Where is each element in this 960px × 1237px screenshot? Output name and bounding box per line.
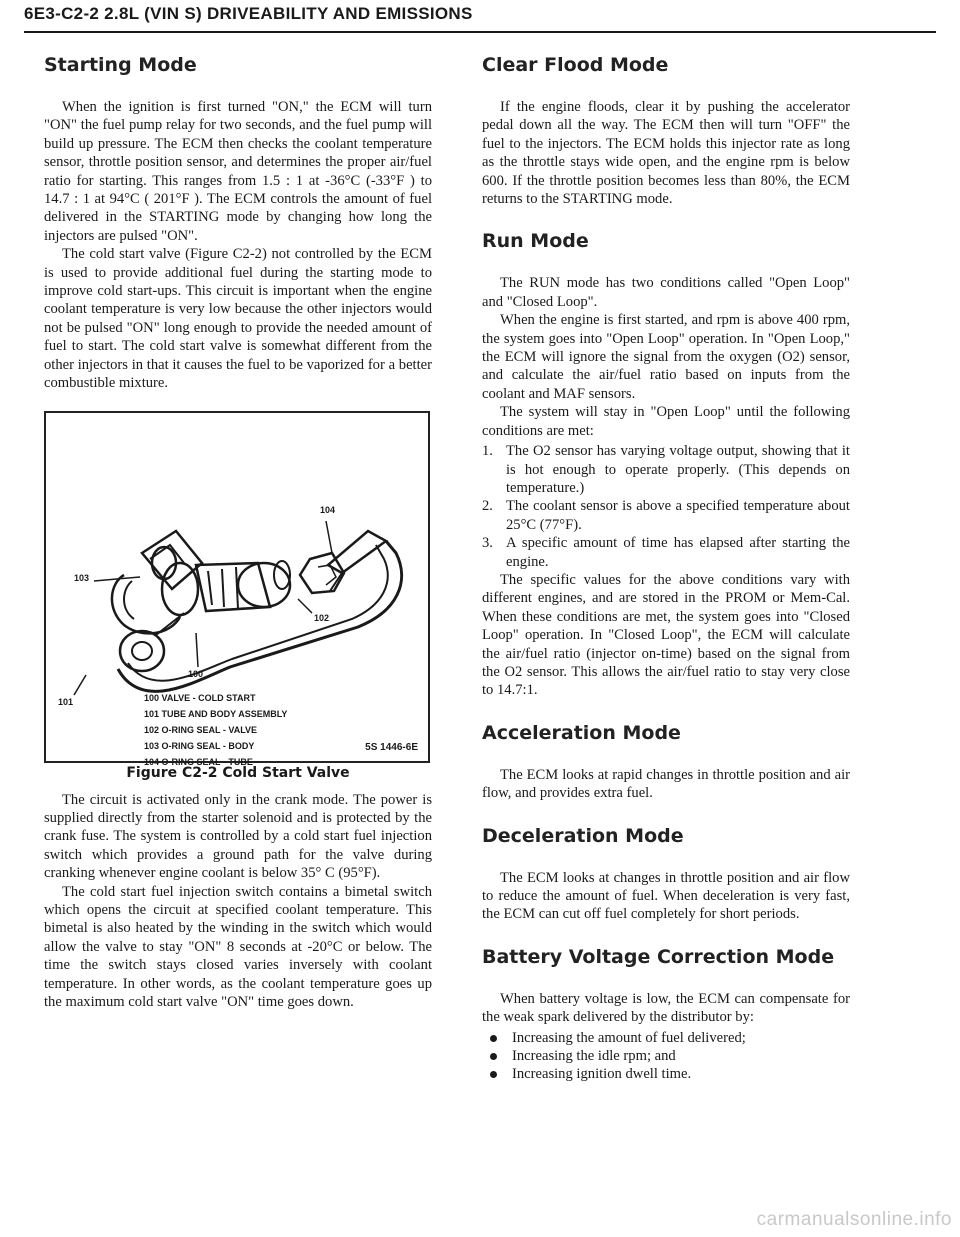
deceleration-paragraph: The ECM looks at changes in throttle position and air flow to reduce the amount of fuel. When deceleration is very fast, the ECM can cut off fuel completely for short periods. [482,869,850,923]
run-paragraph-1: The RUN mode has two conditions called "Open Loop" and "Closed Loop". [482,275,850,310]
legend-item: 103 O-RING SEAL - BODY [144,740,255,751]
battery-paragraph: When battery voltage is low, the ECM can compensate for the weak spark delivered by the distributor by: [482,990,850,1026]
bullet-icon [490,1053,497,1060]
list-item-text: The coolant sensor is above a specified temperature about 25°C (77°F). [506,498,850,533]
starting-paragraph-2: The cold start valve (Figure C2-2) not controlled by the ECM is used to provide additional fuel during the starting mode to improve cold start-ups. This circuit is important when the engine coolant temperature is very low because the other injectors would not be pulsed "ON" long enough to provide the needed amount of fuel to start. The cold start valve is somewhat different from the other injectors in that it causes the fuel to be vaporized for a better combustible mixture. [44,246,432,392]
callout-103: 103 [74,572,90,583]
callout-100: 100 [188,668,204,679]
bullet-icon [490,1035,497,1042]
clear-flood-mode-heading: Clear Flood Mode [482,54,669,76]
callout-104: 104 [320,504,336,515]
page-header-title: 6E3-C2-2 2.8L (VIN S) DRIVEABILITY AND EMISSIONS [24,4,473,23]
callout-101: 101 [58,696,74,707]
list-item [482,1065,850,1083]
legend-item: 104 O-RING SEAL - TUBE [144,756,253,767]
list-item [482,497,850,534]
legend-item: 102 O-RING SEAL - VALVE [144,724,258,735]
header-rule [24,31,936,33]
starting-mode-heading: Starting Mode [44,54,197,76]
deceleration-mode-heading: Deceleration Mode [482,824,684,847]
list-item [482,1047,850,1065]
bullet-icon [490,1071,497,1078]
starting-paragraph-1: When the ignition is first turned "ON," the ECM will turn "ON" the fuel pump relay for two seconds, and the fuel pump will build up pressure. The ECM then checks the coolant temperature sensor, throttle position sensor, and determines the proper air/fuel ratio for starting. This ranges from 1.5 : 1 at -36°C (-33°F ) to 14.7 : 1 at 94°C ( 201°F ). The ECM controls the amount of fuel delivered in the STARTING mode by changing how long the injectors are pulsed "ON". [44,99,432,244]
list-item-text: A specific amount of time has elapsed after starting the engine. [506,535,850,570]
callout-102: 102 [314,612,330,623]
list-item-text: The O2 sensor has varying voltage output, showing that it is hot enough to operate properly. (This depends on temperature.) [506,443,850,496]
right-column [482,54,850,1084]
list-item [482,442,850,497]
page-header [24,4,936,34]
figure-caption: Figure C2-2 Cold Start Valve [126,764,350,781]
run-mode-heading: Run Mode [482,230,589,253]
acceleration-mode-heading: Acceleration Mode [482,721,681,744]
list-item-number: 1. [482,443,493,460]
battery-bullet-list [482,1029,850,1084]
list-item-text: Increasing the idle rpm; and [512,1048,676,1065]
list-item-number: 2. [482,498,493,515]
list-item-number: 3. [482,535,493,552]
legend-item: 101 TUBE AND BODY ASSEMBLY [144,708,288,719]
list-item-text: Increasing ignition dwell time. [512,1066,692,1083]
run-paragraph-4: The specific values for the above conditions vary with different engines, and are stored in the PROM or Mem-Cal. When these conditions are met, the system goes into "Closed Loop" operation. In "Closed Loop", the ECM will calculate the air/fuel ratio (injector on-time) based on the signal from the O2 sensor. This allows the air/fuel ratio to stay very close to 14.7:1. [482,571,850,699]
legend-item: 100 VALVE - COLD START [144,692,256,703]
cold-start-valve-figure [44,411,430,767]
list-item-text: Increasing the amount of fuel delivered; [512,1029,746,1046]
figure-id: 5S 1446-6E [365,741,418,753]
circuit-paragraph-1: The circuit is activated only in the crank mode. The power is supplied directly from the starter solenoid and is protected by the crank fuse. The system is controlled by a cold start fuel injection switch which provides a ground path for the valve during cranking whenever engine coolant is below 35° C (95°F). [44,791,432,882]
run-paragraph-2: When the engine is first started, and rpm is above 400 rpm, the system goes into "Open Loop" operation. In "Open Loop," the ECM will ignore the signal from the oxygen (O2) sensor, and calculate the air/fuel ratio based on inputs from the coolant and MAF sensors. [482,312,850,402]
watermark: carmanualsonline.info [756,1209,952,1230]
battery-voltage-correction-mode-heading: Battery Voltage Correction Mode [482,945,835,968]
run-paragraph-3: The system will stay in "Open Loop" until the following conditions are met: [482,404,850,439]
clear-flood-paragraph: If the engine floods, clear it by pushing the accelerator pedal down all the way. The ECM then will turn "OFF" the fuel to the injectors. The ECM holds this injector rate as long as the throttle stays wide open, and the engine rpm is below 600. If the throttle position becomes less than 80%, the ECM returns to the STARTING mode. [482,99,850,208]
circuit-paragraph-2: The cold start fuel injection switch contains a bimetal switch which opens the circuit at specified coolant temperature. This bimetal is also heated by the winding in the switch which would allow the valve to stay "ON" 8 seconds at -20°C or below. The time the switch stays closed varies inversely with coolant temperature. In other words, as the coolant temperature goes up the maximum cold start valve "ON" time goes down. [44,883,432,1010]
acceleration-paragraph: The ECM looks at rapid changes in throttle position and air flow, and provides extra fuel. [482,766,850,802]
conditions-list [482,442,850,571]
list-item [482,1029,850,1047]
list-item [482,534,850,571]
figure-legend [144,690,287,770]
left-column [44,54,432,1011]
